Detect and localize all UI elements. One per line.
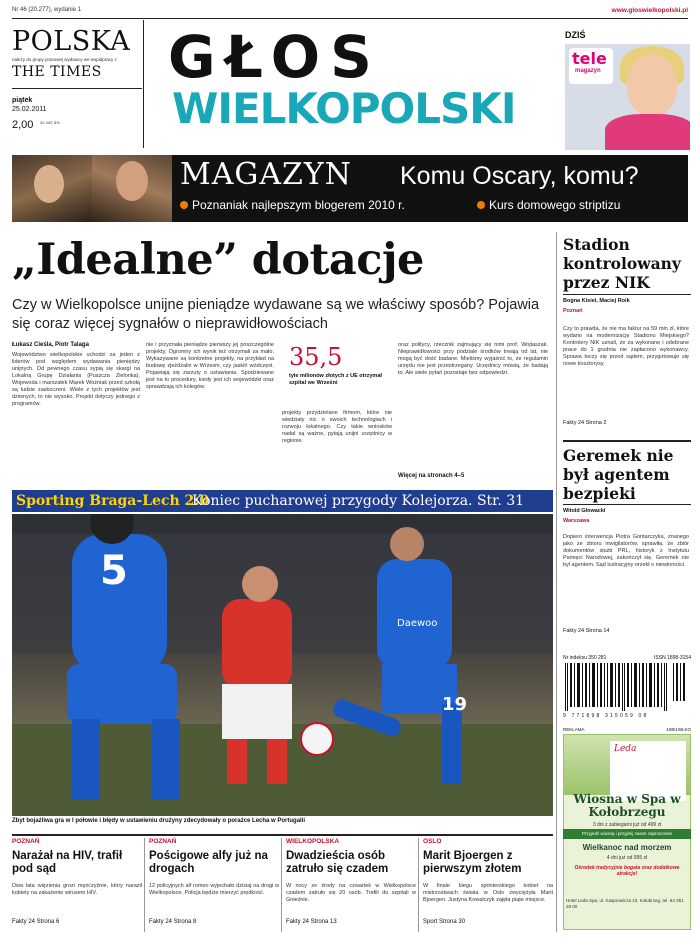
- teaser-divider: [418, 838, 419, 932]
- magazine-bullet-2-text: Kurs domowego striptizu: [489, 198, 621, 212]
- big-number: 35,5: [289, 343, 343, 371]
- main-authors: Łukasz Cieśla, Piotr Talaga: [12, 342, 89, 348]
- story-geremek-body: Dopiero interwencja Piotra Gontarczyka, znanego jako ze zbioru inwigilatorów, sprawiła, że zbiór dokumentów służb PRL, historyk z Instytutu Pamięci Narodowej, zakończył się. Geremek nie był agentem. Sąd lustracyjny orzekł o niewinności.: [563, 534, 689, 568]
- bullet-dot-icon: [477, 201, 485, 209]
- ad-header: [563, 727, 691, 732]
- issue-number: Nr 46 (20.277), wydanie 1: [12, 7, 82, 13]
- barcode-header: [563, 655, 691, 661]
- partner-logo-times: THE TIMES: [12, 64, 102, 80]
- ad-offer-3: Ośrodek tradycyjnie bogata oraz dodatkowe atrakcje!: [574, 865, 680, 877]
- ad-address: Hotel Leda Spa, ul. Kasprowicza 23, Kołobrzeg, tel. 94 351 28 00: [566, 898, 684, 909]
- story-geremek-more[interactable]: Fakty 24 Strona 14: [563, 628, 610, 634]
- main-headline[interactable]: „Idealne” dotacje: [12, 235, 424, 285]
- magazine-bullet-1[interactable]: [180, 198, 405, 212]
- ad-code: 198/1WLKO: [666, 727, 691, 732]
- sport-photo[interactable]: [12, 514, 553, 816]
- story-stadium-body: Czy to prawda, że nie ma faktur na 59 mln zł, które wydano na modernizację Stadionu Miejskiego? Kontrolery NIK uznali, że za wykonane i odebrane prace do 1 grudnia nie zapłacono wykonawcy. Sprawa toczy się przed sądem, przygotowuje się nowe kosztorysy.: [563, 326, 689, 367]
- player-number-left: 5: [100, 548, 128, 594]
- issn: ISSN 1898-3154: [654, 655, 691, 661]
- barcode-icon: [563, 663, 689, 711]
- story-stadium-title[interactable]: Stadion kontrolowany przez NIK: [563, 235, 681, 292]
- teaser-1-more[interactable]: Fakty 24 Strona 6: [12, 919, 60, 925]
- teasers-rule: [12, 834, 553, 836]
- magazine-title: MAGAZYN: [180, 157, 352, 192]
- teaser-3-title[interactable]: Dwadzieścia osób zatruło się czadem: [286, 850, 389, 875]
- main-lead: Czy w Wielkopolsce unijne pieniądze wydawane są we właściwy sposób? Pojawia się coraz więcej sygnałów o nieprawidłowościach: [12, 297, 540, 332]
- tele-magazyn-cover[interactable]: [565, 44, 690, 150]
- teaser-3-section: WIELKOPOLSKA: [286, 838, 340, 845]
- story-geremek-author: Witold Głowacki: [563, 508, 606, 514]
- issue-day: piątek: [12, 97, 33, 104]
- issue-date: 25.02.2011: [12, 106, 47, 113]
- logo-wielkopolski[interactable]: WIELKOPOLSKI: [172, 84, 516, 133]
- today-label: DZIŚ: [565, 30, 586, 40]
- ad-headline-2: Wielkanoc nad morzem: [582, 843, 672, 852]
- ad-label: REKLAMA: [563, 727, 585, 732]
- bullet-dot-icon: [180, 201, 188, 209]
- teaser-3-body: W nocy ze środy na czwartek w Wielkopolsce czadem zatruło się 20 osób. Trafili do szpitali w Gnieźnie.: [286, 883, 416, 903]
- magazine-bullet-2[interactable]: [477, 198, 620, 212]
- magazine-lead[interactable]: Komu Oscary, komu?: [400, 162, 639, 190]
- partner-note: należy do grupy prasowej wydawcy we współpracy z: [12, 57, 117, 62]
- teaser-divider: [144, 838, 145, 932]
- main-column-4: oraz politycy, rzecznik zajmujący się nimi prof. Wojtaszak. Nieprawidłowości przy podziale środków trwają od lat, nie mogą być dość badane. Mieliśmy wyjaśnić to, że regulamin urzędu nie jest przestrzegany. Urzędnicy mówią, że badają to. Ale wiele pytań pozostaje bez odpowiedzi.: [398, 342, 548, 376]
- rule: [563, 440, 691, 442]
- ad-headline: Wiosna w Spa w Kołobrzegu: [573, 792, 681, 819]
- teaser-4-section: OSLO: [423, 838, 442, 845]
- story-geremek-title[interactable]: Geremek nie był agentem bezpieki: [563, 446, 674, 503]
- teaser-1-section: POZNAŃ: [12, 838, 40, 845]
- cover-face: [627, 54, 677, 116]
- teaser-2-body: 12 policyjnych alf romeo wyjechało dzisiaj na drogi w Wielkopolsce. Policja będzie mierzyć prędkość.: [149, 883, 279, 896]
- teaser-2-section: POZNAŃ: [149, 838, 177, 845]
- right-column-divider: [556, 232, 557, 932]
- teaser-1-body: Dwa lata więzienia grozi mężczyźnie, który naraził kobiety na zakażenie wirusem HIV.: [12, 883, 142, 896]
- teaser-4-title[interactable]: Marit Bjoergen z pierwszym złotem: [423, 850, 522, 875]
- ad-offer-1: 3 dni z zabiegami już od 499 zł: [592, 822, 662, 828]
- ad-offer-2: 4 dni już od 995 zł: [606, 855, 648, 861]
- main-column-2: nie i przyznała pieniądze pierwszy jej poszczególne projekty. Ogromny ich wynik też otrzymali za mało. Wykazywane są konkretne projekty, na przykład na budowę zjeżdżalni w Wrzesni, czy jaskiń wódczęst. Pojawiają się zarzuty o ustawiania. Spodziewane jest na to procedury, kiedy jest ich wojewódzki oraz sprawdzają ich kolegów.: [146, 342, 274, 390]
- header-divider: [143, 20, 144, 148]
- teaser-divider: [281, 838, 282, 932]
- magazine-photo-2: [92, 155, 172, 222]
- story-stadium-authors: Bogna Kisiel, Maciej Roik: [563, 298, 630, 304]
- teaser-3-more[interactable]: Fakty 24 Strona 13: [286, 919, 337, 925]
- left-rule: [12, 88, 142, 89]
- story-stadium-more[interactable]: Fakty 24 Strona 2: [563, 420, 607, 426]
- teaser-4-more[interactable]: Sport Strona 30: [423, 919, 466, 925]
- sport-headline[interactable]: Sporting Braga-Lech 2:0: [16, 493, 210, 509]
- teaser-4-body: W finale biegu sprinterskiego kobiet na mistrzostwach świata w Oslo zwyciężyła Marit Bjoergen. Justyna Kowalczyk zajęła piąte miejsce.: [423, 883, 553, 903]
- cover-shirt: [605, 114, 690, 150]
- partner-logo-polska: POLSKA: [12, 26, 131, 57]
- teaser-2-title[interactable]: Pościgowe alfy już na drogach: [149, 850, 268, 875]
- magazine-photo-1: [12, 155, 92, 222]
- ad-banner-text: Przyjedź wiosną i przyjmij nasze zaproszenie: [581, 831, 673, 836]
- sport-subheadline[interactable]: Koniec pucharowej przygody Kolejorza. Str. 31: [192, 493, 525, 509]
- big-number-caption: tyle milionów złotych z UE otrzymał szpital we Wrześni: [289, 373, 382, 386]
- price-note: ZŁ VAT 8%: [40, 120, 60, 125]
- header-rule: [12, 18, 688, 19]
- rule: [563, 504, 691, 505]
- ad-brand-logo: Leda: [614, 744, 637, 754]
- teaser-2-more[interactable]: Fakty 24 Strona 8: [149, 919, 197, 925]
- shirt-sponsor: Daewoo: [397, 618, 438, 629]
- photo-caption: Zbyt bojaźliwa gra w I połowie i błędy w ustawieniu drużyny zdecydowały o porażce Lecha w Portugalii: [12, 818, 306, 824]
- magazine-bullet-1-text: Poznaniak najlepszym blogerem 2010 r.: [192, 198, 405, 212]
- teaser-1-title[interactable]: Narażał na HIV, trafił pod sąd: [12, 850, 123, 875]
- football-scene-illustration: [12, 514, 553, 816]
- tele-logo: tele: [572, 49, 607, 68]
- tele-sub: magazyn: [575, 68, 601, 74]
- price: 2,00: [12, 119, 34, 131]
- index-number: Nr indeksu 350 281: [563, 655, 607, 661]
- story-geremek-location: Warszawa: [563, 518, 590, 524]
- site-url-link[interactable]: www.gloswielkopolski.pl: [611, 7, 688, 14]
- main-column-1: Województwo wielkopolskie uchodzi za jeden z liderów pod względem wydawania pieniędzy unijnych. Od pewnego czasu sypią się skargi na Lokalną Grupę Działania (Puszcza Zielonka). Wojewoda i marszałek Marek Woźniak przed szkołą są ludzie zaskoczeni. Wiele z tych projektów jest dziwnych, to nie wysoko. Projekt dotyczy jednego z programów.: [12, 352, 140, 407]
- rule: [563, 294, 691, 295]
- main-more-link[interactable]: Więcej na stronach 4–5: [398, 473, 465, 479]
- story-stadium-location: Poznań: [563, 308, 583, 314]
- main-column-3: projekty przydzielane firmom, które nie wiedziały nic o swoich technologiach i rozwoju lokalnego. Czy takie wniosków nadal są ważne, pytają unijni urzędnicy w regionie.: [282, 410, 392, 444]
- barcode-digits: 9 771898 315059 08: [563, 713, 649, 719]
- player-number-right: 19: [442, 694, 468, 715]
- logo-glos[interactable]: GŁOS: [168, 23, 382, 91]
